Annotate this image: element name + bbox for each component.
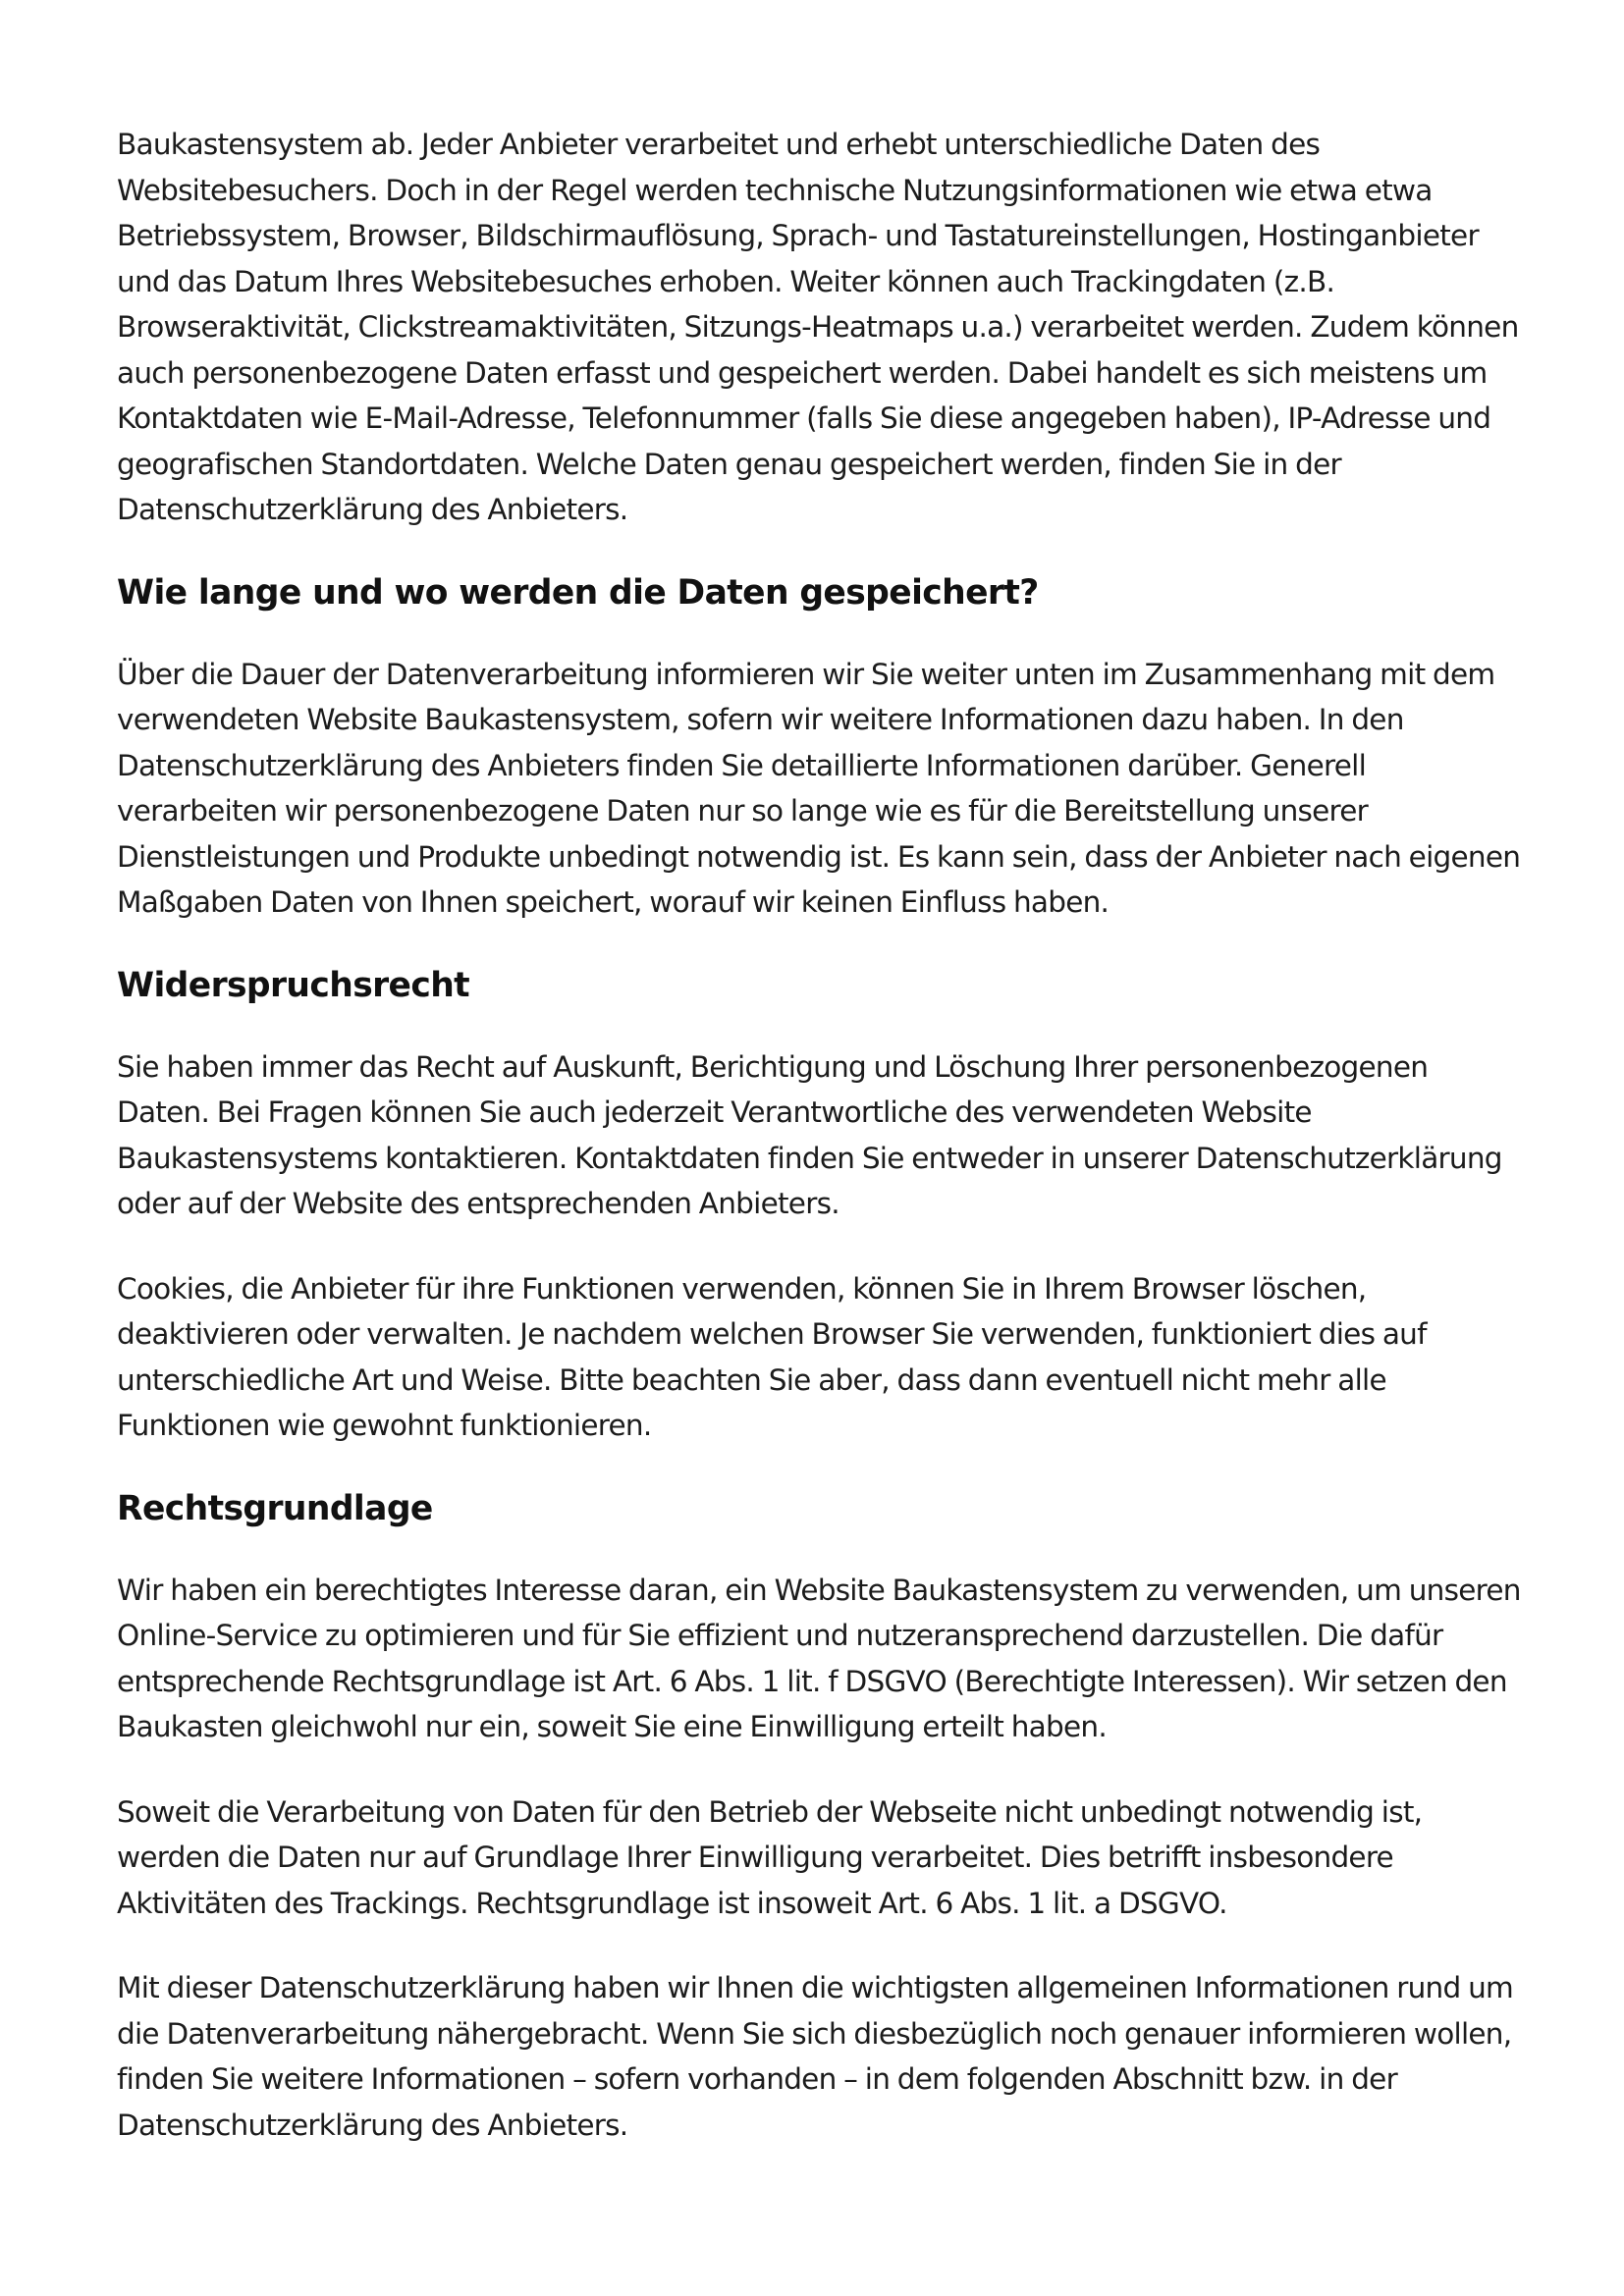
section-heading-storage-duration: Wie lange und wo werden die Daten gespeichert? (117, 572, 1039, 613)
paragraph: Über die Dauer der Datenverarbeitung informieren wir Sie weiter unten im Zusammenhang mit dem verwendeten Website Baukastensystem, sofern wir weitere Informationen dazu haben. In den Datenschutzerklärung des Anbieters finden Sie detaillierte Informationen darüber. Generell verarbeiten wir personenbezogene Daten nur so lange wie es für die Bereitstellung unserer Dienstleistungen und Produkte unbedingt notwendig ist. Es kann sein, dass der Anbieter nach eigenen Maßgaben Daten von Ihnen speichert, worauf wir keinen Einfluss haben. (117, 657, 1521, 919)
section-heading-right-to-object: Widerspruchsrecht (117, 965, 470, 1005)
section-right-to-object (117, 963, 1521, 1449)
paragraph: Wir haben ein berechtigtes Interesse daran, ein Website Baukastensystem zu verwenden, um unseren Online-Service zu optimieren und für Sie effizient und nutzeransprechend darzustellen. Die dafür entsprechende Rechtsgrundlage ist Art. 6 Abs. 1 lit. f DSGVO (Berechtigte Interessen). Wir setzen den Baukasten gleichwohl nur ein, soweit Sie eine Einwilligung erteilt haben. (117, 1573, 1521, 1743)
paragraph: Soweit die Verarbeitung von Daten für den Betrieb der Webseite nicht unbedingt notwendig ist, werden die Daten nur auf Grundlage Ihrer Einwilligung verarbeitet. Dies betrifft insbesondere Aktivitäten des Trackings. Rechtsgrundlage ist insoweit Art. 6 Abs. 1 lit. a DSGVO. (117, 1794, 1423, 1920)
paragraph: Sie haben immer das Recht auf Auskunft, Berichtigung und Löschung Ihrer personenbezogenen Daten. Bei Fragen können Sie auch jederzeit Verantwortliche des verwendeten Website Baukastensystems kontaktieren. Kontaktdaten finden Sie entweder in unserer Datenschutzerklärung oder auf der Website des entsprechenden Anbieters. (117, 1049, 1502, 1220)
paragraph: Mit dieser Datenschutzerklärung haben wir Ihnen die wichtigsten allgemeinen Informationen rund um die Datenverarbeitung nähergebracht. Wenn Sie sich diesbezüglich noch genauer informieren wollen, finden Sie weitere Informationen – sofern vorhanden – in dem folgenden Abschnitt bzw. in der Datenschutzerklärung des Anbieters. (117, 1971, 1514, 2142)
section-legal-basis (117, 1486, 1521, 2149)
paragraph: Cookies, die Anbieter für ihre Funktionen verwenden, können Sie in Ihrem Browser löschen, deaktivieren oder verwalten. Je nachdem welchen Browser Sie verwenden, funktioniert dies auf unterschiedliche Art und Weise. Bitte beachten Sie aber, dass dann eventuell nicht mehr alle Funktionen wie gewohnt funktionieren. (117, 1271, 1427, 1442)
section-heading-legal-basis: Rechtsgrundlage (117, 1488, 433, 1528)
section-storage-duration (117, 570, 1521, 926)
intro-paragraph: Baukastensystem ab. Jeder Anbieter verarbeitet und erhebt unterschiedliche Daten des Websitebesuchers. Doch in der Regel werden technische Nutzungsinformationen wie etwa etwa Betriebssystem, Browser, Bildschirmauflösung, Sprach- und Tastatureinstellungen, Hostinganbieter und das Datum Ihres Websitebesuches erhoben. Weiter können auch Trackingdaten (z.B. Browseraktivität, Clickstreamaktivitäten, Sitzungs-Heatmaps u.a.) verarbeitet werden. Zudem können auch personenbezogene Daten erfasst und gespeichert werden. Dabei handelt es sich meistens um Kontaktdaten wie E-Mail-Adresse, Telefonnummer (falls Sie diese angegeben haben), IP-Adresse und geografischen Standortdaten. Welche Daten genau gespeichert werden, finden Sie in der Datenschutzerklärung des Anbieters. (117, 128, 1519, 526)
document-page (117, 122, 1521, 2148)
